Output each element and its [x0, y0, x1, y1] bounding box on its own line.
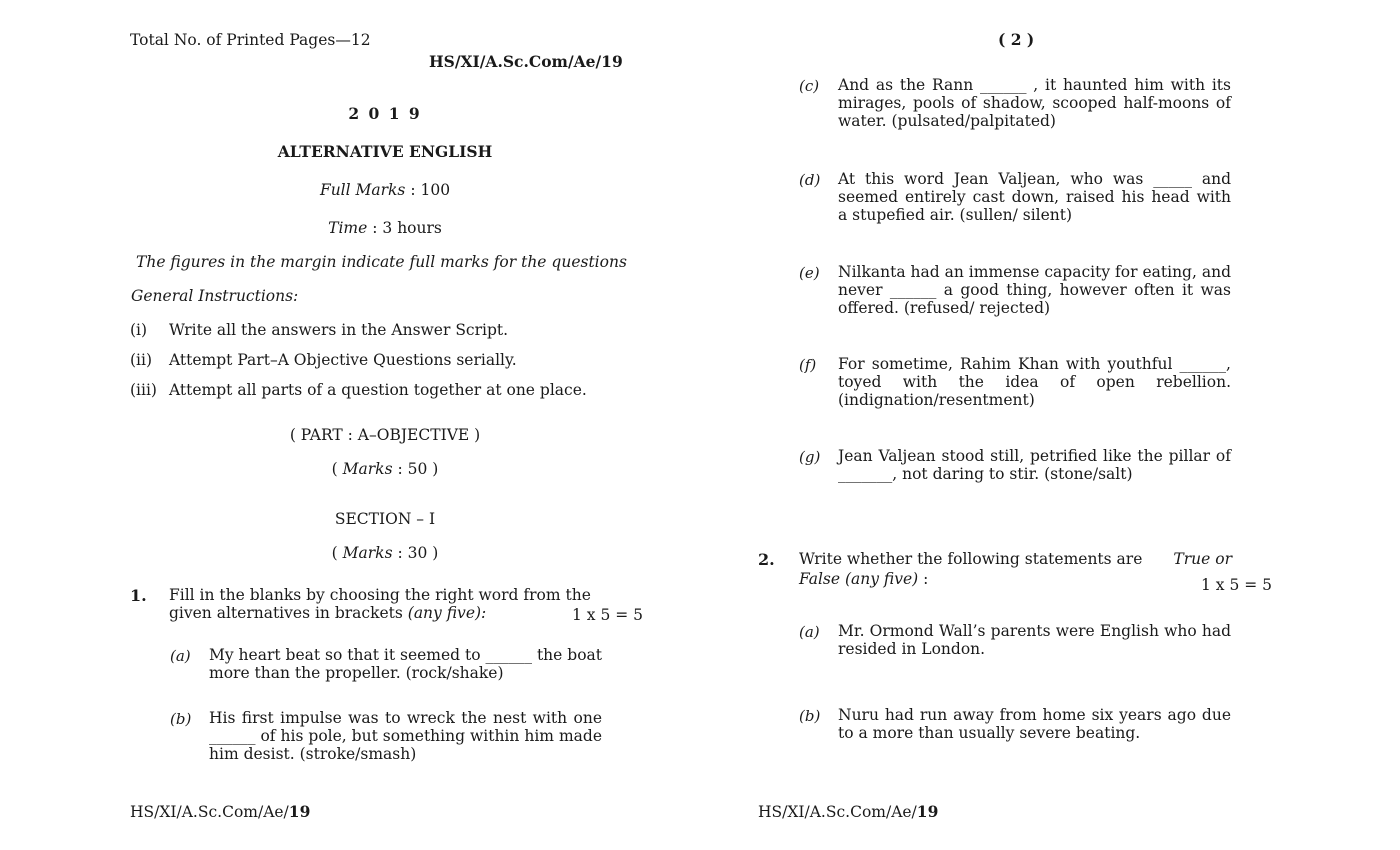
item-label: (e)	[799, 264, 820, 282]
full-marks-value: : 100	[410, 181, 451, 199]
question-text: Fill in the blanks by choosing the right word from the	[169, 586, 591, 604]
printed-pages-note: Total No. of Printed Pages—12	[130, 31, 371, 49]
question-text	[799, 550, 1232, 568]
item-label: (c)	[799, 77, 820, 95]
section-marks-label: Marks	[342, 544, 393, 562]
item-label: (f)	[799, 356, 817, 374]
question-marks: 1 x 5 = 5	[1201, 576, 1273, 594]
item-text: Nilkanta had an immense capacity for eating, and never ______ a good thing, however often it was offered. (refused/ rejected)	[838, 263, 1231, 317]
question-text-line2	[169, 604, 486, 622]
instruction-num: (i)	[130, 321, 148, 339]
part-marks-label: Marks	[342, 460, 393, 478]
time-label: Time	[328, 219, 368, 237]
footer-code	[758, 803, 938, 821]
part-a-heading: ( PART : A–OBJECTIVE )	[289, 426, 481, 444]
time-value: : 3 hours	[372, 219, 442, 237]
time-allowed	[130, 219, 640, 237]
page-number: ( 2 )	[998, 30, 1035, 49]
item-text: At this word Jean Valjean, who was _____ and seemed entirely cast down, raised his head with a stupefied air. (sullen/ silent)	[838, 170, 1231, 224]
item-text: Nuru had run away from home six years ago due to a more than usually severe beating.	[838, 706, 1231, 742]
item-text: My heart beat so that it seemed to ______ the boat more than the propeller. (rock/shake)	[209, 646, 602, 682]
question-number: 2.	[758, 550, 775, 569]
item-label: (b)	[170, 710, 192, 728]
section-marks	[130, 544, 640, 562]
section-heading: SECTION – I	[334, 510, 436, 528]
item-text: His first impulse was to wreck the nest with one ______ of his pole, but something within him made him desist. (stroke/smash)	[209, 709, 602, 763]
footer-code-text: HS/XI/A.Sc.Com/Ae/	[758, 803, 917, 821]
item-text: Mr. Ormond Wall’s parents were English who had resided in London.	[838, 622, 1231, 658]
question-text-any-five: (any five):	[407, 604, 487, 622]
footer-year: 19	[288, 802, 311, 821]
item-text: And as the Rann ______ , it haunted him with its mirages, pools of shadow, scooped half-moons of water. (pulsated/palpitated)	[838, 76, 1231, 130]
question-text-main: Write whether the following statements are	[799, 550, 1143, 568]
item-label: (d)	[799, 171, 821, 189]
part-a-marks	[130, 460, 640, 478]
question-marks: 1 x 5 = 5	[572, 606, 644, 624]
exam-year: 2 0 1 9	[348, 104, 422, 123]
instruction-num: (iii)	[130, 381, 157, 399]
question-text-true-or: True or	[1173, 550, 1232, 568]
section-marks-open: (	[331, 544, 338, 562]
general-instructions-heading: General Instructions:	[131, 287, 299, 305]
full-marks-label: Full Marks	[319, 181, 406, 199]
question-text-colon: :	[923, 570, 929, 588]
item-label: (a)	[170, 647, 191, 665]
part-marks-open: (	[331, 460, 338, 478]
instruction-num: (ii)	[130, 351, 153, 369]
full-marks	[130, 181, 640, 199]
margin-note: The figures in the margin indicate full marks for the questions	[136, 253, 627, 271]
instruction-text: Attempt Part–A Objective Questions serially.	[169, 351, 517, 369]
item-text: For sometime, Rahim Khan with youthful ______, toyed with the idea of open rebellion. (indignation/resentment)	[838, 355, 1231, 409]
item-text: Jean Valjean stood still, petrified like the pillar of _______, not daring to stir. (stone/salt)	[838, 447, 1231, 483]
footer-code-text: HS/XI/A.Sc.Com/Ae/	[130, 803, 289, 821]
part-marks-value: : 50 )	[397, 460, 439, 478]
paper-code-top: HS/XI/A.Sc.Com/Ae/19	[429, 52, 623, 71]
instruction-text: Write all the answers in the Answer Script.	[169, 321, 509, 339]
footer-code	[130, 803, 310, 821]
section-marks-value: : 30 )	[397, 544, 439, 562]
footer-year: 19	[916, 802, 939, 821]
instruction-text: Attempt all parts of a question together at one place.	[169, 381, 587, 399]
question-text-alt: given alternatives in brackets	[169, 604, 403, 622]
item-label: (g)	[799, 448, 821, 466]
question-number: 1.	[130, 586, 147, 605]
item-label: (a)	[799, 623, 820, 641]
subject-title: ALTERNATIVE ENGLISH	[277, 142, 493, 161]
question-text-false: False (any five)	[799, 570, 919, 588]
item-label: (b)	[799, 707, 821, 725]
question-text-line2	[799, 570, 928, 588]
